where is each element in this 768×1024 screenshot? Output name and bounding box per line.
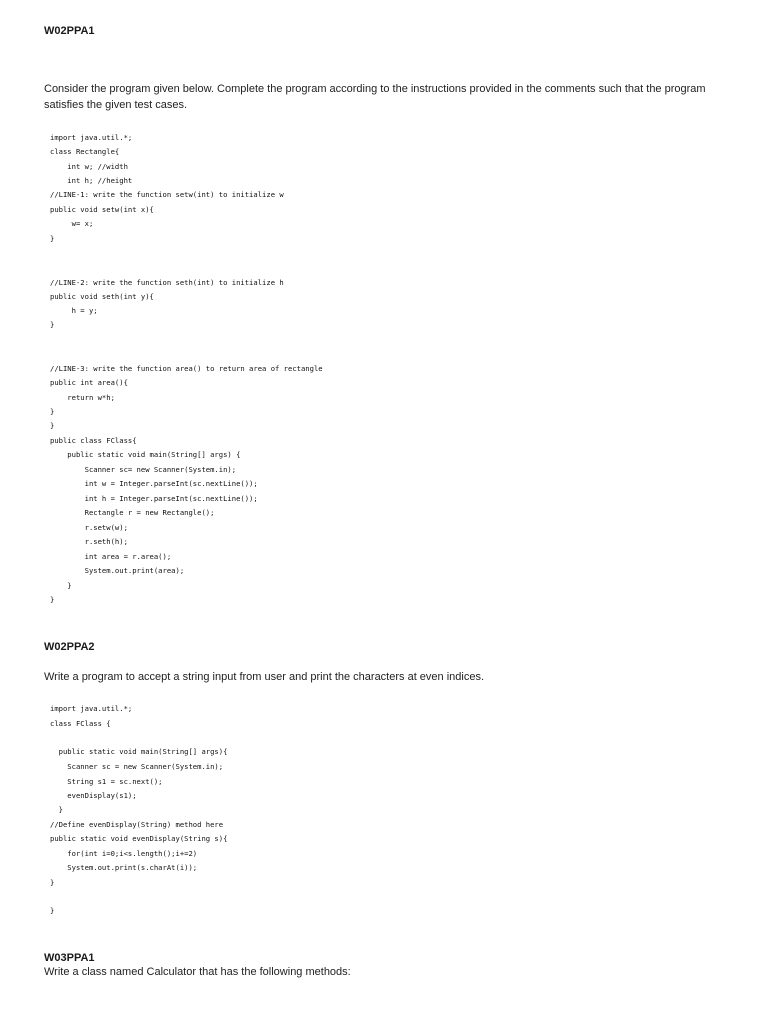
code-line: evenDisplay(s1);: [50, 791, 137, 800]
code-line: int w = Integer.parseInt(sc.nextLine());: [50, 479, 258, 488]
code-line: for(int i=0;i<s.length();i+=2): [50, 849, 198, 858]
section-intro-w02ppa2: Write a program to accept a string input from user and print the characters at even indices.: [44, 671, 485, 683]
section-intro-w02ppa1: Consider the program given below. Complete the program according to the instructions provided in the comments such that the program satisfies the given test cases.: [44, 83, 706, 111]
code-line: public int area(){: [50, 378, 128, 387]
code-line: public static void main(String[] args) {: [50, 450, 241, 459]
code-line: int w; //width: [50, 162, 128, 171]
code-line: int area = r.area();: [50, 552, 172, 561]
code-line: }: [50, 805, 63, 814]
code-line: import java.util.*;: [50, 704, 133, 713]
code-line: }: [50, 320, 55, 329]
code-line: }: [50, 906, 55, 915]
code-line: r.seth(h);: [50, 537, 128, 546]
code-line: class FClass {: [50, 719, 111, 728]
section-heading-w02ppa2: W02PPA2: [44, 641, 95, 653]
code-line: w= x;: [50, 219, 94, 228]
code-line: h = y;: [50, 306, 98, 315]
code-line: int h; //height: [50, 176, 133, 185]
code-line: System.out.print(area);: [50, 566, 185, 575]
code-line: int h = Integer.parseInt(sc.nextLine());: [50, 494, 258, 503]
section-heading-w02ppa1: W02PPA1: [44, 25, 95, 37]
code-line: String s1 = sc.next();: [50, 777, 163, 786]
code-line: }: [50, 407, 55, 416]
code-line: public void setw(int x){: [50, 205, 154, 214]
section-intro-w03ppa1: Write a class named Calculator that has the following methods:: [44, 966, 351, 978]
code-line: System.out.print(s.charAt(i));: [50, 863, 198, 872]
code-line: import java.util.*;: [50, 133, 133, 142]
code-line: Scanner sc= new Scanner(System.in);: [50, 465, 237, 474]
section-heading-w03ppa1: W03PPA1: [44, 952, 95, 964]
code-comment: //LINE-3: write the function area() to return area of rectangle: [50, 364, 323, 373]
code-line: Scanner sc = new Scanner(System.in);: [50, 762, 224, 771]
code-comment: //Define evenDisplay(String) method here: [50, 820, 224, 829]
code-comment: //LINE-1: write the function setw(int) to initialize w: [50, 190, 284, 199]
code-line: }: [50, 421, 55, 430]
code-line: }: [50, 581, 72, 590]
code-line: public static void main(String[] args){: [50, 747, 228, 756]
code-line: public class FClass{: [50, 436, 137, 445]
code-line: return w*h;: [50, 393, 115, 402]
code-comment: //LINE-2: write the function seth(int) to initialize h: [50, 278, 284, 287]
code-line: }: [50, 234, 55, 243]
code-line: }: [50, 878, 55, 887]
code-line: r.setw(w);: [50, 523, 128, 532]
code-line: public static void evenDisplay(String s){: [50, 834, 228, 843]
code-line: }: [50, 595, 55, 604]
code-line: Rectangle r = new Rectangle();: [50, 508, 215, 517]
code-line: class Rectangle{: [50, 147, 120, 156]
code-line: public void seth(int y){: [50, 292, 154, 301]
